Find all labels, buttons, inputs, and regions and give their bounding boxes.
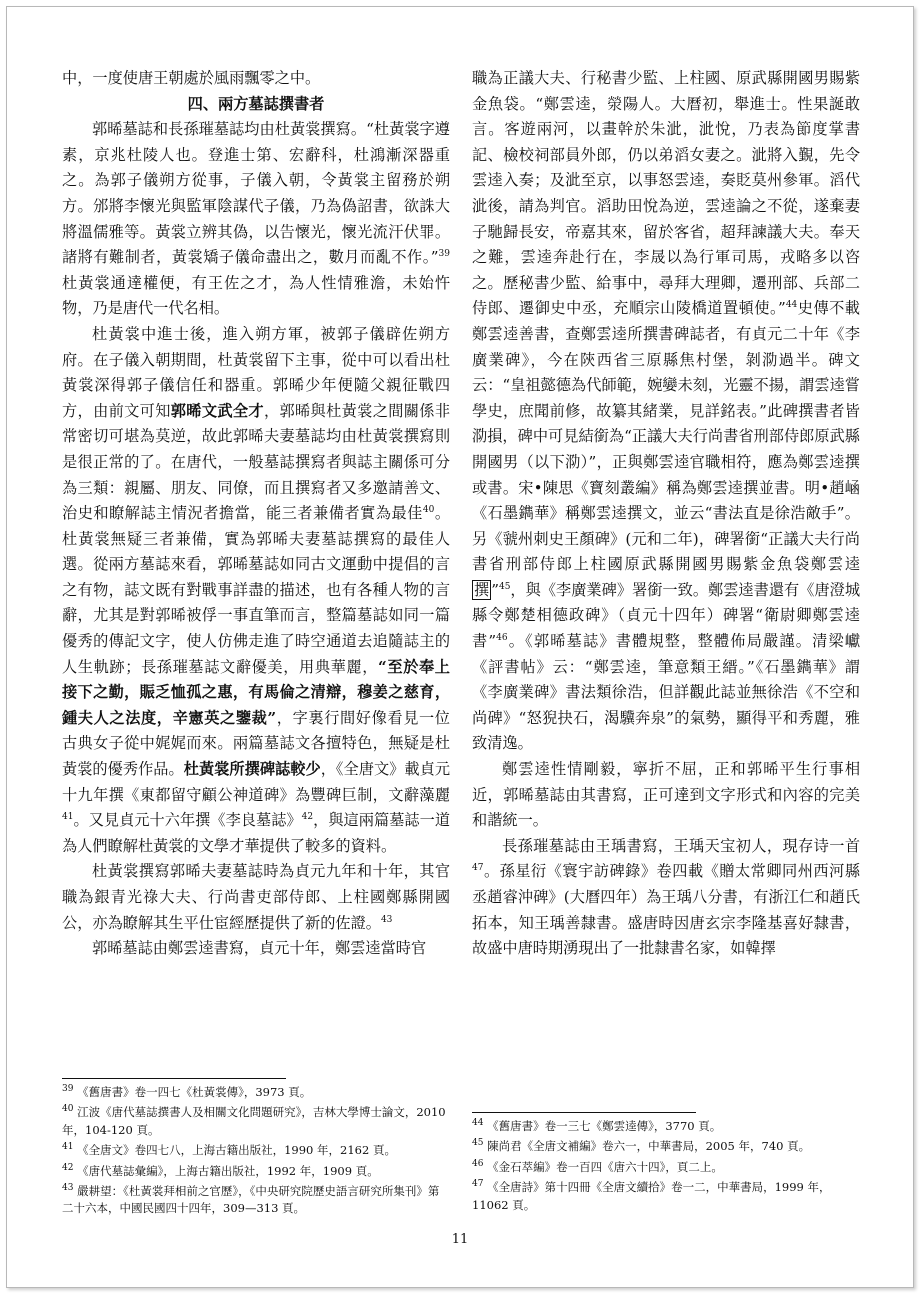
paragraph: 中，一度使唐王朝處於風雨飄零之中。 — [62, 69, 321, 87]
footnote: $^{47}$ 《全唐詩》第十四冊《全唐文續拾》卷一二，中華書局，1999 年，11062 頁。 — [472, 1179, 831, 1212]
footnote-divider-left — [62, 1078, 286, 1079]
section-heading: 四、兩方墓誌撰書者 — [187, 94, 325, 113]
footnote: $^{45}$ 陳尚君《全唐文補編》卷六一，中華書局，2005 年，740 頁。 — [472, 1138, 811, 1154]
page-number: 11 — [451, 1232, 469, 1247]
paragraph: 職為正議大夫、行秘書少監、上柱國、原武縣開國男賜紫金魚袋。“鄭雲逵，滎陽人。大曆初，舉進士。性果誕敢言。客遊兩河，以畫幹於朱泚，泚悅，乃表為節度掌書記、檢校祠部員外郎，仍以弟滔女妻之。泚將入覲，先令雲逵入奏；及泚至京，以事怒雲逵，奏貶莫州參軍。滔代泚後，請為判官。滔助田悅為逆，雲逵論之不從，遂棄妻子馳歸長安，帝嘉其來，留於客省，超拜諫議大夫。奉天之難，雲逵奔赴行在，李晟以為行軍司馬，戎略多以咨之。歷秘書少監、給事中，尋拜大理卿，遷刑部、兵部二侍郎、遷御史中丞，充順宗山陵橋道置頓使。”$^{44}$史傳不載鄭雲逵善書，查鄭雲逵所撰書碑誌者，有貞元二十年《李廣業碑》，今在陝西省三原縣焦村堡，剝泐過半。碑文云：“皇祖懿德為代師範，婉孌未刻，光靈不揚，謂雲逵嘗學史，庶聞前修，故纂其緒業，見詳銘表。”此碑撰書者皆泐損，碑中可見結銜為“正議大夫行尚書省刑部侍郎原武縣開國男（以下泐）”，正與鄭雲逵官職相符，應為鄭雲逵撰或書。宋•陳思《寶刻叢編》稱為鄭雲逵撰並書。明•趙崡《石墨鐫華》稱鄭雲逵撰文，並云“書法直是徐浩敵手”。另《虢州刺史王顏碑》(元和二年)，碑署銜“正議大夫行尚書省刑部侍郎上柱國原武縣開國男賜紫金魚袋鄭雲逵撰 ”$^{45}$，與《李廣業碑》署銜一致。鄭雲逵書還有《唐澄城縣令鄭楚相德政碑》（貞元十四年）碑署“衛尉卿鄭雲逵書”$^{46}$。《郭晞墓誌》書體規整，整體佈局嚴謹。清梁巘《評書帖》云：“鄭雲逵，筆意類王縉。”《石墨鐫華》謂《李廣業碑》書法類徐浩，但詳觀此誌並無徐浩《不空和尚碑》“怒猊抉石，渴驥奔泉”的氣勢，顯得平和秀麗，雅致清逸。 — [472, 69, 861, 753]
footnote: $^{43}$ 嚴耕望：《杜黃裳拜相前之官歷》，《中央研究院歷史語言研究所集刊》第二十六本，中國民國四十四年，309—313 頁。 — [62, 1183, 440, 1216]
right-column — [472, 66, 860, 962]
paragraph: 鄭雲逵性情剛毅，寧折不屈，正和郭晞平生行事相近，郭晞墓誌由其書寫，正可達到文字形式和內容的完美和諧統一。 — [472, 760, 860, 830]
left-column — [62, 66, 450, 962]
footnote: $^{40}$ 江波《唐代墓誌撰書人及相關文化問題研究》，吉林大學博士論文，2010 年，104-120 頁。 — [62, 1104, 446, 1137]
footnote: $^{44}$ 《舊唐書》卷一三七《鄭雲逵傳》，3770 頁。 — [472, 1118, 722, 1133]
footnote-ref[interactable]: 45 — [498, 581, 511, 592]
paragraph: 杜黃裳撰寫郭晞夫妻墓誌時為貞元九年和十年，其官職為銀青光祿大夫、行尚書吏部侍郎、上柱國鄭縣開國公，亦為瞭解其生平仕宦經歷提供了新的佐證。$^{43}$ — [62, 862, 450, 932]
footnote-ref[interactable]: 46 — [496, 633, 508, 643]
footnote-ref[interactable]: 41 — [62, 812, 74, 823]
footnote: $^{46}$ 《金石萃編》卷一百四《唐六十四》，頁二上。 — [472, 1158, 723, 1174]
footnote-divider-right — [472, 1112, 696, 1113]
footnote: $^{42}$ 《唐代墓誌彙編》，上海古籍出版社，1992 年，1909 頁。 — [62, 1162, 379, 1178]
paragraph: 郭晞墓誌由鄭雲逵書寫，貞元十年，鄭雲逵當時官 — [92, 939, 427, 958]
paragraph: 郭晞墓誌和長孫璀墓誌均由杜黃裳撰寫。“杜黃裳字遵素，京兆杜陵人也。登進士第、宏辭科，杜鴻漸深器重之。為郭子儀朔方從事，子儀入朝，令黃裳主留務於朔方。邠將李懷光與監軍陰謀代子儀，乃為偽詔書，欲誅大將溫儒雅等。黃裳立辨其偽，以告懷光，懷光流汗伏罪。諸將有難制者，黃裳矯子儀命盡出之，數月而亂不作。”$^{39}$杜黃裳通達權便，有王佐之才，為人性情雅澹，未始忤物，乃是唐代一代名相。 — [62, 120, 450, 318]
paragraph: 長孫璀墓誌由王瑀書寫，王瑀天宝初人，現存诗一首$^{47}$。孫星衍《寰宇訪碑錄》卷四載《贈太常卿同州西河縣丞趙睿沖碑》(大曆四年）為王瑀八分書，有浙江仁和趙氏拓本，知王瑀善隸書。盛唐時因唐玄宗李隆基喜好隸書，故盛中唐時期湧現出了一批隸書名家，如韓擇 — [472, 836, 860, 958]
footnote-ref[interactable]: 39 — [438, 249, 450, 260]
footnotes-right — [472, 1118, 860, 1217]
footnote-ref[interactable]: 47 — [472, 863, 484, 874]
paragraph: 杜黃裳中進士後，進入朔方軍，被郭子儀辟佐朔方府。在子儀入朝期間，杜黃裳留下主事，從中可以看出杜黃裳深得郭子儀信任和器重。郭晞少年便隨父親征戰四方，由前文可知郭晞文武全才，郭晞與杜黃裳之間關係非常密切可堪為莫逆，故此郭晞夫妻墓誌均由杜黃裳撰寫則是很正常的了。在唐代，一般墓誌撰寫者與誌主關係可分為三類：親屬、朋友、同僚，而且撰寫者又多邀請善文、治史和瞭解誌主情況者擔當，能三者兼備者實為最佳$^{40}$。杜黃裳無疑三者兼備，實為郭晞夫妻墓誌撰寫的最佳人選。從兩方墓誌來看，郭晞墓誌如同古文運動中提倡的言之有物，誌文既有對戰事詳盡的描述，也有各種人物的言辭，尤其是對郭晞被俘一事直筆而言，整篇墓誌如同一篇優秀的傳記文字，使人仿佛走進了時空通道去追隨誌主的人生軌跡；長孫璀墓誌文辭優美，用典華麗，“至於奉上接下之勤，賑乏恤孤之惠，有馬倫之清辯，穆姜之慈育，鍾夫人之法度，辛憲英之鑒裁”，字裏行間好像看見一位古典女子從中娓娓而來。兩篇墓誌文各擅特色，無疑是杜黃裳的優秀作品。杜黃裳所撰碑誌較少，《全唐文》載貞元十九年撰《東都留守顧公神道碑》為豐碑巨制，文辭藻麗$^{41}$。又見貞元十六年撰《李良墓誌》$^{42}$，與這兩篇墓誌一道為人們瞭解杜黃裳的文學才華提供了較多的資料。 — [62, 324, 451, 855]
footnote-ref[interactable]: 43 — [380, 914, 393, 925]
footnote: $^{41}$ 《全唐文》卷四七八，上海古籍出版社，1990 年，2162 頁。 — [62, 1142, 396, 1158]
footnote: $^{39}$ 《舊唐書》卷一四七《杜黃裳傳》，3973 頁。 — [62, 1084, 312, 1099]
footnote-ref[interactable]: 44 — [785, 300, 798, 311]
footnote-ref[interactable]: 40 — [422, 505, 435, 516]
footnote-ref[interactable]: 42 — [301, 812, 314, 823]
boxed-character: 撰 — [474, 580, 490, 599]
footnotes-left — [62, 1084, 450, 1221]
